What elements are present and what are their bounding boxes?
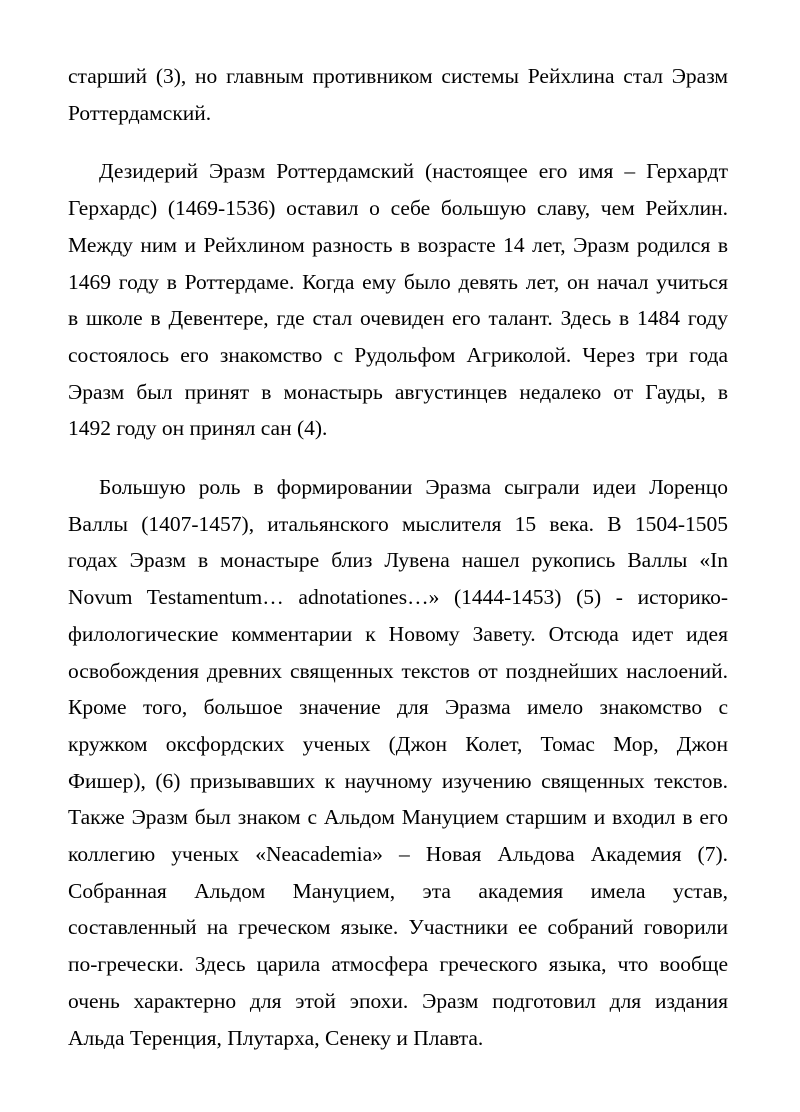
text-line: освобождения древних священных текстов от позднейших наслоений. <box>68 658 728 683</box>
text-line: Эразм был принят в монастырь августинцев недалеко от Гауды, в <box>68 379 728 404</box>
text-line: Фишер), (6) призывавших к научному изучению священных текстов. <box>68 768 728 793</box>
text-line: составленный на греческом языке. Участники ее собраний говорили <box>68 915 728 940</box>
text-line: 1492 году он принял сан (4). <box>68 416 328 441</box>
text-line: Валлы (1407-1457), итальянского мыслителя 15 века. В 1504-1505 <box>68 511 728 536</box>
text-line: Большую роль в формировании Эразма сыграли идеи Лоренцо <box>99 475 728 500</box>
text-line: очень характерно для этой эпохи. Эразм подготовил для издания <box>68 988 728 1013</box>
text-line: Novum Testamentum… adnotationes…» (1444-1453) (5) - историко- <box>68 585 728 610</box>
paragraph-erasmus-biography <box>68 153 728 447</box>
text-line: Между ним и Рейхлином разность в возрасте 14 лет, Эразм родился в <box>68 232 728 257</box>
text-line: Собранная Альдом Мануцием, эта академия имела устав, <box>68 878 728 903</box>
text-line: Также Эразм был знаком с Альдом Мануцием старшим и входил в его <box>68 805 728 830</box>
text-line: старший (3), но главным противником системы Рейхлина стал Эразм <box>68 64 728 88</box>
text-line: Дезидерий Эразм Роттердамский (настоящее его имя – Герхардт <box>99 159 728 184</box>
text-line: коллегию ученых «Neacademia» – Новая Альдова Академия (7). <box>68 842 728 867</box>
text-line: 1469 году в Роттердаме. Когда ему было девять лет, он начал учиться <box>68 269 728 294</box>
text-line: филологические комментарии к Новому Завету. Отсюда идет идея <box>68 621 728 646</box>
document-page <box>68 58 728 1056</box>
paragraph-gap <box>68 447 728 469</box>
text-line: кружком оксфордских ученых (Джон Колет, Томас Мор, Джон <box>68 731 728 756</box>
paragraph-gap <box>68 131 728 153</box>
paragraph-influences <box>68 469 728 1056</box>
text-line: состоялось его знакомство с Рудольфом Агриколой. Через три года <box>68 342 728 367</box>
text-line: в школе в Девентере, где стал очевиден его талант. Здесь в 1484 году <box>68 306 728 331</box>
text-line: Кроме того, большое значение для Эразма имело знакомство с <box>68 695 728 720</box>
text-line: Альда Теренция, Плутарха, Сенеку и Плавта. <box>68 1025 484 1050</box>
text-line: Роттердамский. <box>68 100 212 125</box>
text-line: Герхардс) (1469-1536) оставил о себе большую славу, чем Рейхлин. <box>68 196 728 221</box>
text-line: годах Эразм в монастыре близ Лувена нашел рукопись Валлы «In <box>68 548 728 573</box>
paragraph-continuation <box>68 58 728 131</box>
text-line: по-гречески. Здесь царила атмосфера греческого языка, что вообще <box>68 952 728 977</box>
